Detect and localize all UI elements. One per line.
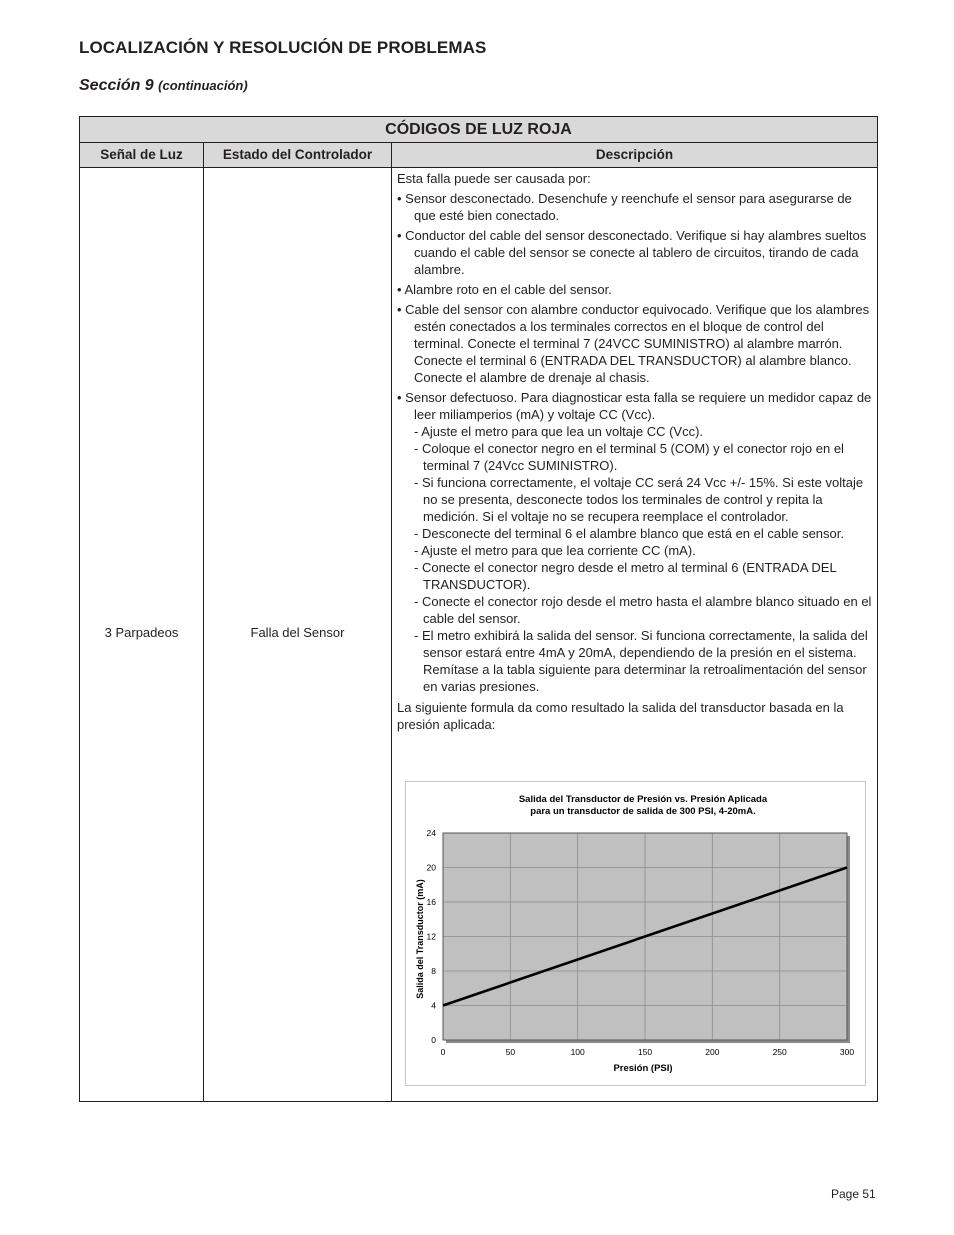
list-item: • Alambre roto en el cable del sensor. [397,281,875,298]
y-axis-label: Salida del Transductor (mA) [415,879,425,999]
step-item: - Ajuste el metro para que lea corriente CC (mA). [397,542,875,559]
x-tick-label: 100 [570,1047,585,1057]
x-tick-label: 150 [637,1047,653,1057]
header-state: Estado del Controlador [204,143,391,168]
description-outro: La siguiente formula da como resultado la salida del transductor basada en la presión aplicada: [397,700,844,732]
list-item: • Sensor defectuoso. Para diagnosticar esta falla se requiere un medidor capaz de leer miliamperios (mA) y voltaje CC (Vcc). [397,389,875,423]
x-tick-label: 50 [505,1047,516,1057]
chart-subtitle: para un transductor de salida de 300 PSI, 4-20mA. [530,806,756,817]
chart-title: Salida del Transductor de Presión vs. Presión Aplicada [518,794,768,805]
chart-frame [405,781,866,1086]
y-tick-label: 20 [426,862,436,873]
column-divider [203,143,204,1101]
description-intro: Esta falla puede ser causada por: [397,171,591,186]
x-tick-label: 0 [440,1047,446,1057]
state-cell: Falla del Sensor [250,625,345,640]
step-item: - Ajuste el metro para que lea un voltaje CC (Vcc). [397,423,875,440]
transducer-chart [406,782,865,1085]
y-tick-label: 24 [426,828,436,838]
list-item: • Sensor desconectado. Desenchufe y reenchufe el sensor para asegurarse de que esté bien conectado. [397,190,875,224]
y-tick-label: 8 [431,966,436,976]
x-axis-label: Presión (PSI) [613,1063,673,1074]
description-cell [397,170,875,733]
table-title: CÓDIGOS DE LUZ ROJA [80,117,877,143]
header-signal: Señal de Luz [80,143,203,168]
x-tick-label: 300 [839,1047,855,1057]
signal-cell: 3 Parpadeos [104,625,179,640]
y-tick-label: 16 [426,897,436,907]
y-tick-label: 0 [431,1035,436,1045]
step-item: - Conecte el conector negro desde el metro al terminal 6 (ENTRADA DEL TRANSDUCTOR). [397,559,875,593]
page-heading: LOCALIZACIÓN Y RESOLUCIÓN DE PROBLEMAS [79,38,487,57]
list-item: • Conductor del cable del sensor desconectado. Verifique si hay alambres sueltos cuando el cable del sensor se conecte al tablero de circuitos, tirando de cada alambre. [397,227,875,278]
section-label: Sección 9 [79,77,154,94]
page-number: Page 51 [831,1187,876,1201]
y-tick-label: 12 [426,931,436,942]
column-divider [391,143,392,1101]
y-tick-label: 4 [431,1000,436,1011]
section-title [79,77,248,95]
step-item: - Conecte el conector rojo desde el metro hasta el alambre blanco situado en el cable del sensor. [397,593,875,627]
step-item: - Si funciona correctamente, el voltaje CC será 24 Vcc +/- 15%. Si este voltaje no se presenta, desconecte todos los terminales de control y repita la medición. Si el voltaje no se recupera reemplace el controlador. [397,474,875,525]
list-item: • Cable del sensor con alambre conductor equivocado. Verifique que los alambres estén conectados a los terminales correctos en el bloque de control del terminal. Conecte el terminal 7 (24VCC SUMINISTRO) al alambre marrón. Conecte el terminal 6 (ENTRADA DEL TRANSDUCTOR) al alambre blanco. Conecte el alambre de drenaje al chasis. [397,301,875,386]
header-description: Descripción [392,143,877,168]
step-item: - Desconecte del terminal 6 el alambre blanco que está en el cable sensor. [397,525,875,542]
x-tick-label: 200 [705,1047,720,1057]
step-item: - El metro exhibirá la salida del sensor. Si funciona correctamente, la salida del sensor estará entre 4mA y 20mA, dependiendo de la presión en el sistema. Remítase a la tabla siguiente para determinar la retroalimentación del sensor en varias presiones. [397,627,875,695]
step-item: - Coloque el conector negro en el terminal 5 (COM) y el conector rojo en el terminal 7 (24Vcc SUMINISTRO). [397,440,875,474]
red-light-codes-table [79,116,878,1102]
section-continuation: (continuación) [158,78,248,93]
x-tick-label: 250 [772,1047,787,1057]
